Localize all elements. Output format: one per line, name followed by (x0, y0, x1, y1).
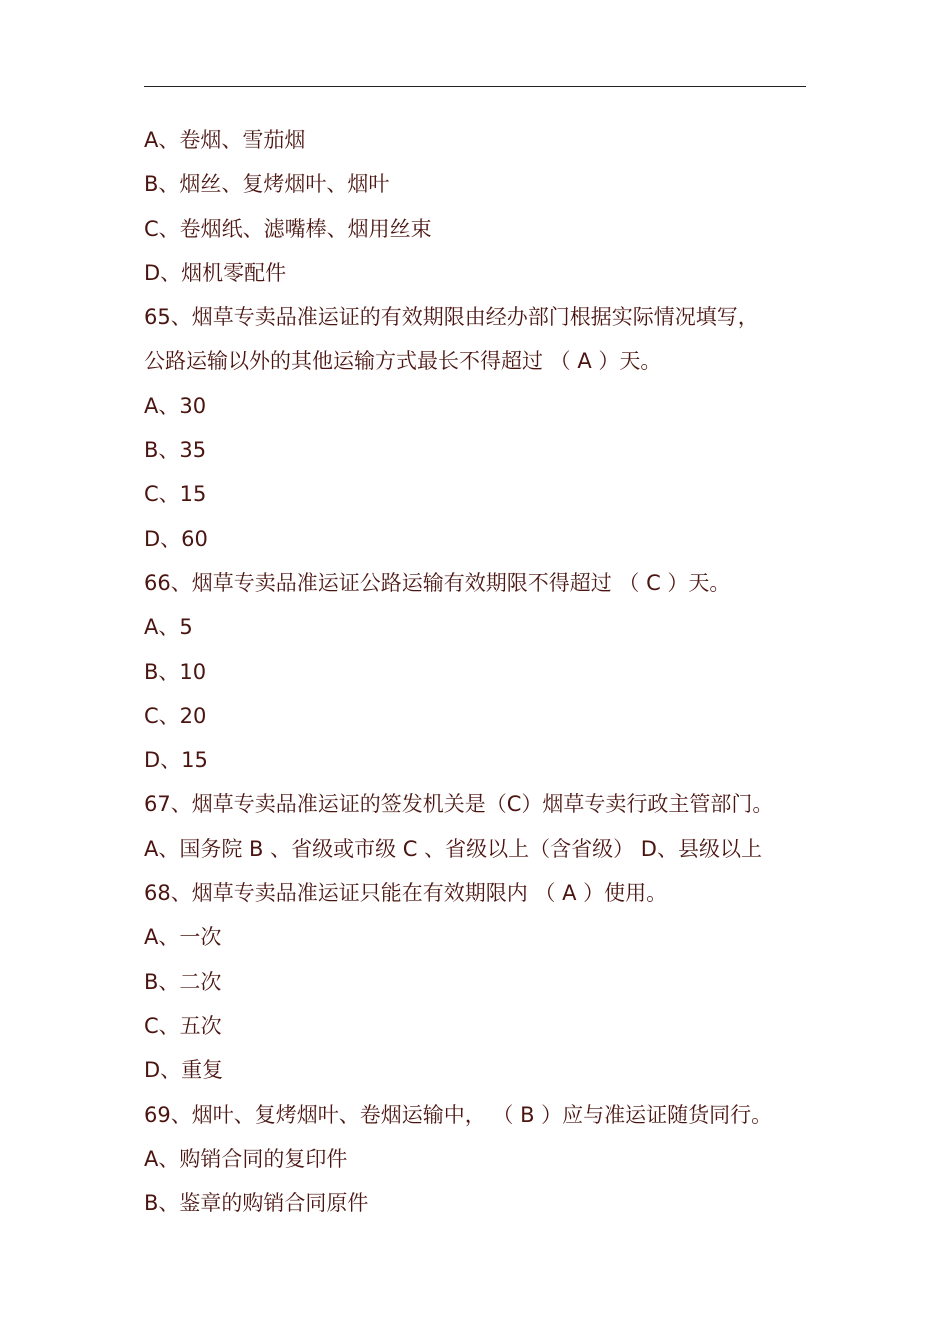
question-65-cont: 公路运输以外的其他运输方式最长不得超过 （ A ）天。 (144, 349, 662, 374)
option-line: A、卷烟、雪茄烟 (144, 128, 306, 152)
option-line: D、重复 (144, 1058, 224, 1083)
option-line: B、鉴章的购销合同原件 (144, 1191, 369, 1216)
option-line: A、购销合同的复印件 (144, 1146, 348, 1171)
question-66: 66、烟草专卖品准运证公路运输有效期限不得超过 （ C ）天。 (144, 570, 731, 595)
option-line: B、烟丝、复烤烟叶、烟叶 (144, 172, 390, 197)
option-line: C、卷烟纸、滤嘴棒、烟用丝束 (144, 216, 432, 241)
question-69: 69、烟叶、复烤烟叶、卷烟运输中， （ B ）应与准运证随货同行。 (144, 1102, 773, 1127)
option-line: C、15 (144, 482, 207, 507)
option-line: C、五次 (144, 1013, 222, 1038)
option-line: A、一次 (144, 925, 222, 950)
option-line: A、5 (144, 615, 193, 640)
question-65: 65、烟草专卖品准运证的有效期限由经办部门根据实际情况填写， (144, 305, 759, 330)
option-line: B、10 (144, 659, 207, 684)
option-line: C、20 (144, 703, 207, 728)
option-line: D、60 (144, 526, 208, 551)
header-rule (144, 86, 806, 87)
question-67: 67、烟草专卖品准运证的签发机关是（C）烟草专卖行政主管部门。 (144, 792, 774, 817)
question-68: 68、烟草专卖品准运证只能在有效期限内 （ A ）使用。 (144, 881, 668, 906)
option-line: D、15 (144, 748, 208, 773)
question-67-options: A、国务院 B 、省级或市级 C 、省级以上（含省级） D、县级以上 (144, 836, 762, 861)
option-line: A、30 (144, 393, 207, 418)
option-line: B、二次 (144, 969, 222, 994)
option-line: B、35 (144, 438, 207, 463)
option-line: D、烟机零配件 (144, 260, 287, 285)
document-body (144, 118, 824, 1225)
